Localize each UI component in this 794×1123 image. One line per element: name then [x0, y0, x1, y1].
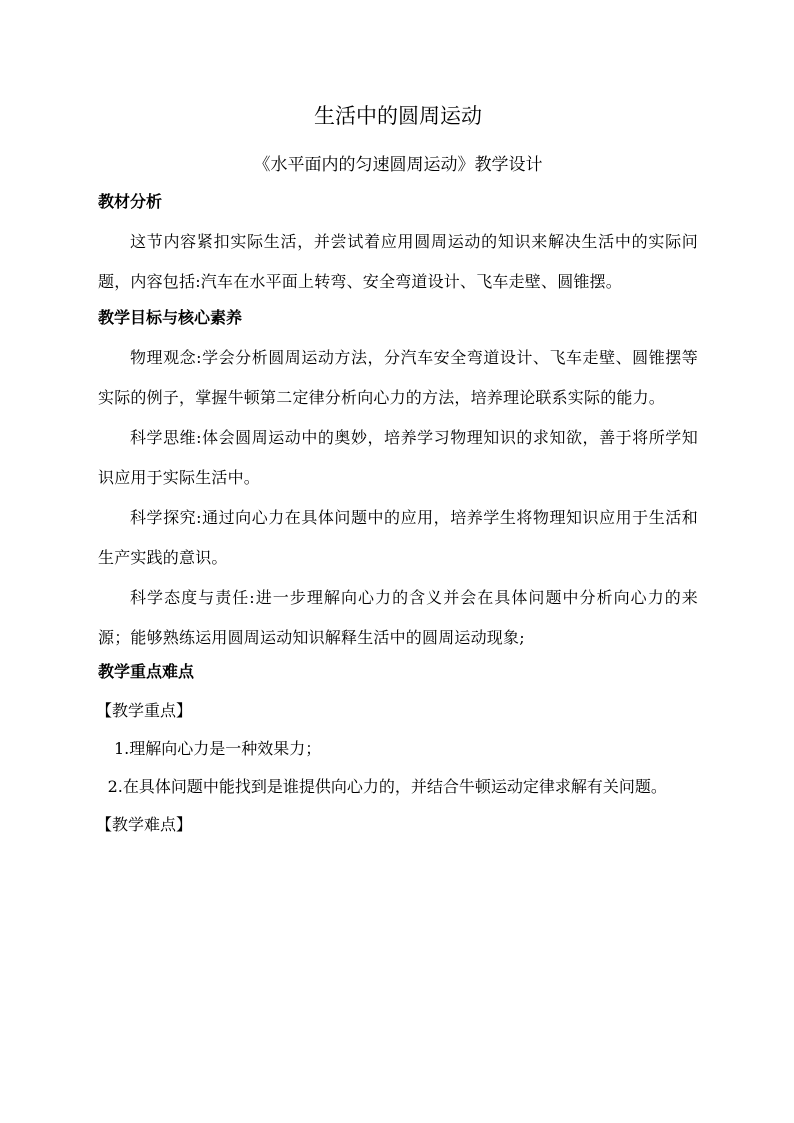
- page-subtitle: 《水平面内的匀速圆周运动》教学设计: [253, 155, 543, 175]
- section-heading-objectives: 教学目标与核心素养: [98, 308, 243, 327]
- key-point-item: 1.理解向心力是一种效果力；: [114, 739, 322, 758]
- paragraph-scientific-inquiry: 科学探究:通过向心力在具体问题中的应用，培养学生将物理知识应用于生活和生产实践的意识。: [98, 508, 698, 567]
- paragraph-scientific-thinking: 科学思维:体会圆周运动中的奥妙，培养学习物理知识的求知欲，善于将所学知识应用于实际生活中。: [98, 428, 698, 487]
- difficulty-label: 【教学难点】: [96, 815, 193, 834]
- document-content: [98, 98, 698, 844]
- page-title: 生活中的圆周运动: [314, 104, 482, 128]
- paragraph-materials: 这节内容紧扣实际生活，并尝试着应用圆周运动的知识来解决生活中的实际问题，内容包括:汽车在水平面上转弯、安全弯道设计、飞车走壁、圆锥摆。: [98, 232, 698, 291]
- section-heading-key-points: 教学重点难点: [98, 662, 195, 681]
- paragraph-scientific-attitude: 科学态度与责任:进一步理解向心力的含义并会在具体问题中分析向心力的来源；能够熟练运用圆周运动知识解释生活中的圆周运动现象;: [98, 588, 698, 647]
- section-heading-materials: 教材分析: [98, 192, 163, 211]
- key-point-item: 2.在具体问题中能找到是谁提供向心力的，并结合牛顿运动定律求解有关问题。: [107, 777, 667, 796]
- paragraph-physics-concept: 物理观念:学会分析圆周运动方法，分汽车安全弯道设计、飞车走壁、圆锥摆等实际的例子，掌握牛顿第二定律分析向心力的方法，培养理论联系实际的能力。: [98, 348, 698, 407]
- key-points-label: 【教学重点】: [96, 701, 193, 720]
